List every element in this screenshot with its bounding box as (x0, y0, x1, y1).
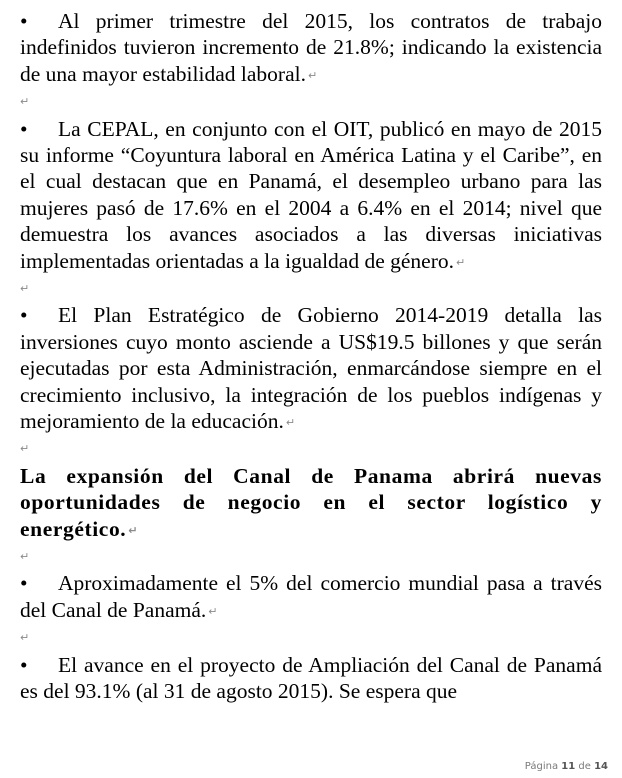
paragraph-mark-icon: ↵ (208, 604, 218, 618)
bullet-icon: • (20, 652, 28, 677)
paragraph-mark-icon: ↵ (285, 416, 296, 430)
document-page (20, 8, 602, 704)
paragraph-text: El Plan Estratégico de Gobierno 2014-2019 detalla las inversiones cuyo monto asciende a US$19.5 billones y que serán ejecutadas por esta Administración, enmarcándose siempre en el crecimiento inclusivo, la integración de los pueblos indígenas y mejoramiento de la educación. (20, 303, 602, 434)
page-label: Página (524, 761, 559, 772)
section-heading-canal (20, 463, 602, 544)
page-of-label: de (578, 761, 591, 772)
bullet-icon: • (20, 116, 28, 141)
paragraph-text: Aproximadamente el 5% del comercio mundial pasa a través del Canal de Panamá. (20, 571, 602, 622)
paragraph-mark-icon: ↵ (20, 95, 30, 109)
paragraph-mark-icon: ↵ (20, 282, 30, 296)
paragraph-text: El avance en el proyecto de Ampliación del Canal de Panamá es del 93.1% (al 31 de agosto 2015). Se espera que (20, 652, 602, 704)
bullet-paragraph-contracts (20, 8, 602, 89)
bullet-paragraph-expansion (20, 652, 602, 705)
bullet-icon: • (20, 9, 28, 33)
paragraph-mark-icon: ↵ (128, 523, 139, 537)
empty-paragraph (20, 89, 602, 115)
paragraph-mark-icon: ↵ (456, 255, 466, 269)
paragraph-mark-icon: ↵ (20, 442, 30, 456)
paragraph-mark-icon: ↵ (20, 550, 30, 564)
bullet-icon: • (20, 571, 28, 596)
bullet-paragraph-cepal (20, 116, 602, 276)
page-number-footer (525, 761, 608, 772)
bullet-icon: • (20, 303, 28, 328)
paragraph-mark-icon: ↵ (307, 68, 318, 82)
paragraph-text: La CEPAL, en conjunto con el OIT, publicó en mayo de 2015 su informe “Coyuntura laboral en América Latina y el Caribe”, en el cual destacan que en Panamá, el desempleo urbano para las mujeres pasó de 17.6% en el 2004 a 6.4% en el 2014; nivel que demuestra los avances asociados a las diversas iniciativas implementadas orientadas a la igualdad de género. (20, 116, 602, 273)
heading-text: La expansión del Canal de Panama abrirá nuevas oportunidades de negocio en el sector logístico y energético. (20, 463, 602, 541)
paragraph-text: Al primer trimestre del 2015, los contratos de trabajo indefinidos tuvieron incremento de 21.8%; indicando la existencia de una mayor estabilidad laboral. (20, 9, 602, 86)
total-pages-number: 14 (594, 761, 608, 772)
paragraph-mark-icon: ↵ (20, 631, 30, 645)
empty-paragraph (20, 544, 602, 570)
empty-paragraph (20, 625, 602, 651)
current-page-number: 11 (561, 761, 576, 772)
empty-paragraph (20, 436, 602, 462)
empty-paragraph (20, 276, 602, 302)
bullet-paragraph-plan (20, 302, 602, 436)
bullet-paragraph-trade (20, 570, 602, 625)
